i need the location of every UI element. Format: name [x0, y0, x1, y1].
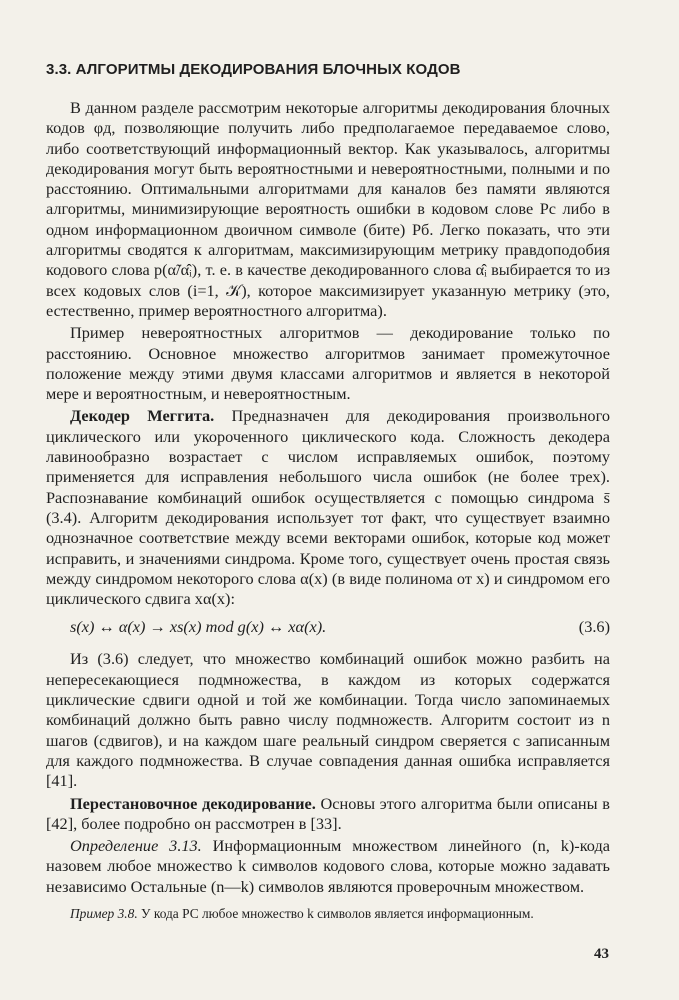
formula-number: (3.6) [578, 617, 610, 637]
paragraph-non-probabilistic: Пример невероятностных алгоритмов — декодирование только по расстоянию. Основное множество алгоритмов занимает промежуточное положение между этими двумя классами алгоритмов и является в некоторой мере и вероятностным, и невероятностным. [46, 323, 610, 404]
paragraph-meggitt [46, 406, 610, 609]
meggitt-decoder-lead: Декодер Меггита. [70, 406, 215, 426]
permutation-decoding-lead: Перестановочное декодирование. [70, 793, 316, 813]
page-content [46, 58, 610, 923]
meggitt-decoder-text: Предназначен для декодирования произвольного циклического или укороченного циклического кода. Сложность декодера лавинообразно возрастает с числом исправляемых ошибок, поэтому применяется для исправления небольшого числа ошибок (не более трех). Распознавание комбинаций ошибок осуществляется с помощью синдрома s̄ (3.4). Алгоритм декодирования использует тот факт, что существует взаимно однозначное соответствие между всеми векторами ошибок, которые код может исправить, и значениями синдрома. Кроме того, существует очень простая связь между синдромом некоторого слова α(x) (в виде полинома от x) и синдромом его циклического сдвига xα(x): [46, 406, 610, 609]
page-number: 43 [594, 946, 609, 962]
formula-3-6 [46, 615, 610, 639]
permutation-decoding-text: Основы этого алгоритма были описаны в [42], более подробно он рассмотрен в [33]. [46, 793, 610, 833]
example-text: У кода РС любое множество k символов является информационным. [137, 905, 534, 921]
paragraph-intro: В данном разделе рассмотрим некоторые алгоритмы декодирования блочных кодов φд, позволяющие получить либо предполагаемое передаваемое слово, либо соответствующий информационный вектор. Как указывалось, алгоритмы декодирования могут быть вероятностными и невероятностными, полными и по расстоянию. Оптимальными алгоритмами для каналов без памяти являются алгоритмы, минимизирующие вероятность ошибки в кодовом слове Pс либо в одном информационном двоичном символе (бите) Pб. Легко показать, что эти алгоритмы сводятся к алгоритмам, максимизирующим метрику правдоподобия кодового слова p(α̃/α̂ᵢ), т. е. в качестве декодированного слова α̂ᵢ выбирается то из всех кодовых слов (i=1, 𝒦), которое максимизирует указанную метрику (это, естественно, пример вероятностного алгоритма). [46, 98, 610, 320]
definition-label: Определение 3.13. [70, 836, 202, 856]
paragraph-definition [46, 836, 610, 897]
definition-text: Информационным множеством линейного (n, k)-кода назовем любое множество k символов кодового слова, которые можно задавать независимо Остальные (n—k) символов являются проверочным множеством. [46, 836, 610, 896]
paragraph-subsets: Из (3.6) следует, что множество комбинаций ошибок можно разбить на непересекающиеся подмножества, в каждом из которых содержатся циклические сдвиги одной и той же комбинации. Тогда число запоминаемых комбинаций должно быть равно числу подмножеств. Алгоритм состоит из n шагов (сдвигов), и на каждом шаге реальный синдром сверяется с записанным для каждого подмножества. В случае совпадения данная ошибка исправляется [41]. [46, 649, 610, 791]
formula-expression: s(x) ↔ α(x) → xs(x) mod g(x) ↔ xα(x). [70, 617, 327, 637]
example-3-8 [46, 905, 610, 923]
paragraph-permutation [46, 794, 610, 835]
section-heading: 3.3. АЛГОРИТМЫ ДЕКОДИРОВАНИЯ БЛОЧНЫХ КОДОВ [46, 61, 461, 78]
example-label: Пример 3.8. [70, 905, 138, 921]
